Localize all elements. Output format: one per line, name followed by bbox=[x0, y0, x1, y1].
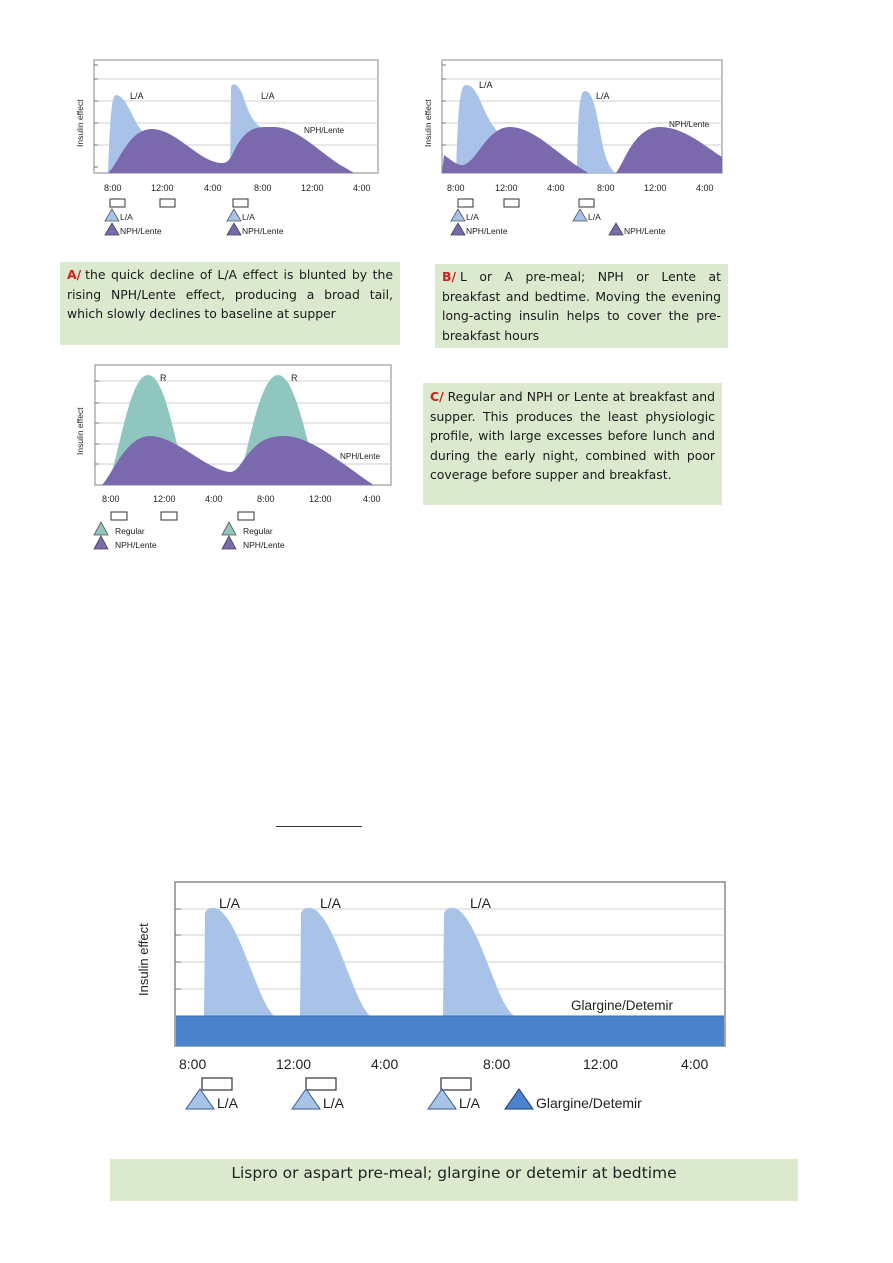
meal-box-icon bbox=[233, 199, 248, 207]
legend-label: NPH/Lente bbox=[466, 226, 508, 236]
x-tick: 12:00 bbox=[153, 494, 176, 504]
legend-label: NPH/Lente bbox=[243, 540, 285, 550]
chart-a bbox=[72, 55, 384, 241]
x-tick: 12:00 bbox=[301, 183, 324, 193]
x-tick: 8:00 bbox=[257, 494, 275, 504]
rapid-label-1: L/A bbox=[130, 91, 144, 101]
triangle-regular-icon bbox=[94, 522, 108, 535]
x-tick: 4:00 bbox=[681, 1056, 709, 1072]
x-tick: 12:00 bbox=[151, 183, 174, 193]
legend-label: NPH/Lente bbox=[120, 226, 162, 236]
caption-c bbox=[423, 383, 722, 505]
x-tick: 4:00 bbox=[547, 183, 565, 193]
rapid-label-1: L/A bbox=[479, 80, 493, 90]
rapid-label-2: L/A bbox=[596, 91, 610, 101]
y-axis-label: Insulin effect bbox=[75, 99, 85, 147]
x-tick: 4:00 bbox=[353, 183, 371, 193]
triangle-rapid-icon bbox=[573, 209, 587, 221]
caption-a bbox=[60, 262, 400, 345]
basal-label: NPH/Lente bbox=[340, 452, 381, 461]
x-tick: 12:00 bbox=[276, 1056, 312, 1072]
triangle-rapid-icon bbox=[428, 1089, 456, 1109]
meal-box-icon bbox=[111, 512, 127, 520]
x-tick: 8:00 bbox=[102, 494, 120, 504]
legend-label: Glargine/Detemir bbox=[536, 1095, 642, 1111]
triangle-glargine-icon bbox=[505, 1089, 533, 1109]
triangle-basal-icon bbox=[451, 223, 465, 235]
meal-box-icon bbox=[110, 199, 125, 207]
x-tick: 12:00 bbox=[644, 183, 667, 193]
rapid-label-3: L/A bbox=[470, 895, 492, 911]
rapid-label-2: L/A bbox=[320, 895, 342, 911]
meal-box-icon bbox=[504, 199, 519, 207]
triangle-basal-icon bbox=[609, 223, 623, 235]
x-tick: 8:00 bbox=[104, 183, 122, 193]
legend-label: L/A bbox=[323, 1095, 345, 1111]
meal-box-icon bbox=[458, 199, 473, 207]
triangle-rapid-icon bbox=[292, 1089, 320, 1109]
rapid-label-1: L/A bbox=[219, 895, 241, 911]
meal-box-icon bbox=[238, 512, 254, 520]
triangle-rapid-icon bbox=[186, 1089, 214, 1109]
triangle-regular-icon bbox=[222, 522, 236, 535]
basal-label: NPH/Lente bbox=[304, 126, 345, 135]
caption-d bbox=[110, 1159, 798, 1201]
underline-rule bbox=[276, 826, 362, 827]
rapid-label-2: R bbox=[291, 373, 298, 383]
legend-label: NPH/Lente bbox=[242, 226, 284, 236]
y-axis-label: Insulin effect bbox=[423, 99, 433, 147]
basal-label: NPH/Lente bbox=[669, 120, 710, 129]
legend-label: NPH/Lente bbox=[624, 226, 666, 236]
caption-b bbox=[435, 264, 728, 348]
legend-label: L/A bbox=[120, 212, 133, 222]
triangle-basal-icon bbox=[222, 536, 236, 549]
caption-text: the quick decline of L/A effect is blunted by the rising NPH/Lente effect, producing a broad tail, which slowly declines to baseline at supper bbox=[67, 267, 393, 321]
x-tick: 4:00 bbox=[696, 183, 714, 193]
y-axis-label: Insulin effect bbox=[136, 923, 151, 996]
x-tick: 4:00 bbox=[205, 494, 223, 504]
caption-tag: C/ bbox=[430, 389, 444, 404]
glargine-band bbox=[176, 1016, 724, 1046]
rapid-label-2: L/A bbox=[261, 91, 275, 101]
x-tick: 12:00 bbox=[583, 1056, 619, 1072]
legend-label: NPH/Lente bbox=[115, 540, 157, 550]
x-tick: 8:00 bbox=[254, 183, 272, 193]
x-tick: 12:00 bbox=[495, 183, 518, 193]
x-tick: 4:00 bbox=[363, 494, 381, 504]
triangle-basal-icon bbox=[105, 223, 119, 235]
x-tick: 12:00 bbox=[309, 494, 332, 504]
meal-box-icon bbox=[441, 1078, 471, 1090]
triangle-rapid-icon bbox=[451, 209, 465, 221]
meal-box-icon bbox=[306, 1078, 336, 1090]
caption-text: L or A pre-meal; NPH or Lente at breakfast and bedtime. Moving the evening long-acting insulin helps to cover the pre-breakfast hours bbox=[442, 269, 721, 343]
x-tick: 4:00 bbox=[204, 183, 222, 193]
triangle-basal-icon bbox=[227, 223, 241, 235]
legend-label: L/A bbox=[588, 212, 601, 222]
triangle-rapid-icon bbox=[105, 209, 119, 221]
y-axis-label: Insulin effect bbox=[75, 407, 85, 455]
x-tick: 8:00 bbox=[179, 1056, 207, 1072]
legend-label: L/A bbox=[466, 212, 479, 222]
legend-label: Regular bbox=[115, 526, 145, 536]
triangle-rapid-icon bbox=[227, 209, 241, 221]
x-tick: 8:00 bbox=[483, 1056, 511, 1072]
legend-label: Regular bbox=[243, 526, 273, 536]
caption-text: Regular and NPH or Lente at breakfast and supper. This produces the least physiologic profile, with large excesses before lunch and during the early night, combined with poor coverage before supper and breakfast. bbox=[430, 389, 715, 482]
meal-box-icon bbox=[160, 199, 175, 207]
caption-tag: B/ bbox=[442, 269, 456, 284]
caption-text: Lispro or aspart pre-meal; glargine or detemir at bedtime bbox=[231, 1164, 677, 1182]
legend-label: L/A bbox=[242, 212, 255, 222]
basal-label: Glargine/Detemir bbox=[571, 998, 674, 1013]
legend-label: L/A bbox=[459, 1095, 481, 1111]
chart-c bbox=[72, 360, 398, 552]
meal-box-icon bbox=[161, 512, 177, 520]
rapid-label-1: R bbox=[160, 373, 167, 383]
chart-d bbox=[128, 872, 742, 1118]
triangle-basal-icon bbox=[94, 536, 108, 549]
x-tick: 4:00 bbox=[371, 1056, 399, 1072]
x-tick: 8:00 bbox=[597, 183, 615, 193]
x-tick: 8:00 bbox=[447, 183, 465, 193]
legend-label: L/A bbox=[217, 1095, 239, 1111]
chart-b bbox=[420, 55, 725, 241]
meal-box-icon bbox=[202, 1078, 232, 1090]
caption-tag: A/ bbox=[67, 267, 82, 282]
meal-box-icon bbox=[579, 199, 594, 207]
